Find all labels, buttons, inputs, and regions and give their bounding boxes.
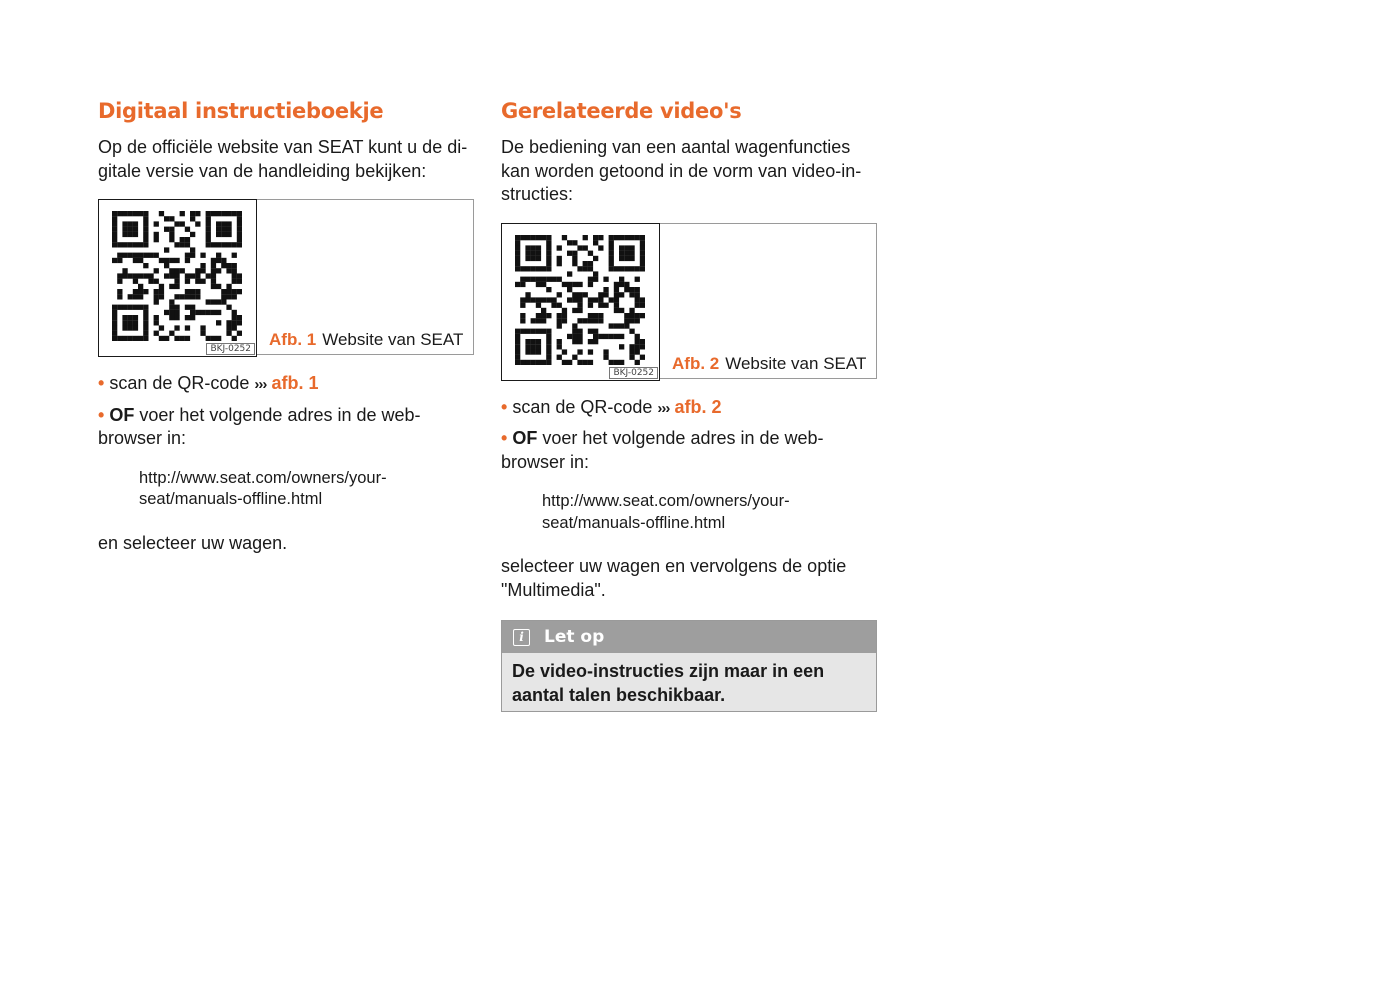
bullet-icon: •: [98, 404, 105, 425]
qr-code[interactable]: [98, 199, 257, 357]
intro-text: Op de officiële website van SEAT kunt u de di-gitale versie van de handleiding bekijken:: [98, 137, 468, 181]
closing-text: selecteer uw wagen en vervolgens de optie "Multimedia".: [501, 556, 847, 600]
bullet-icon: •: [98, 373, 105, 393]
bullet-text: voer het volgende adres in de web-browser in:: [501, 428, 824, 472]
intro-text: De bediening van een aantal wagenfuncties kan worden getoond in de vorm van video-in-structies:: [501, 137, 862, 204]
qr-code-image: [515, 235, 645, 365]
note-box: [501, 620, 877, 712]
chevron-icon: ›››: [254, 376, 267, 393]
figure-2: [501, 223, 877, 379]
bullet-scan: [501, 396, 877, 421]
section-related-videos: [501, 97, 877, 712]
bullet-text: scan de QR-code: [109, 373, 250, 393]
closing-text: en selecteer uw wagen.: [98, 532, 288, 553]
bullet-or: OF: [512, 428, 538, 448]
bullet-address: [98, 404, 474, 451]
bullet-text: voer het volgende adres in de web-browser in:: [98, 404, 421, 448]
note-title: Let op: [544, 627, 605, 647]
figure-code: BKJ-0252: [609, 367, 658, 379]
manual-url[interactable]: http://www.seat.com/owners/your-seat/manuals-offline.html: [542, 492, 790, 532]
bullet-scan: [98, 372, 474, 397]
info-icon: i: [513, 629, 530, 646]
figure-caption-text: Website van SEAT: [725, 353, 867, 373]
figure-caption: [269, 330, 463, 350]
section-digital-manual: [98, 97, 474, 555]
figure-number: Afb. 1: [269, 330, 317, 349]
bullet-icon: •: [501, 428, 508, 448]
note-header: [502, 621, 876, 653]
qr-code[interactable]: [501, 223, 660, 381]
manual-url[interactable]: http://www.seat.com/owners/your-seat/manuals-offline.html: [139, 468, 387, 508]
qr-code-image: [112, 211, 242, 341]
figure-1: [98, 199, 474, 355]
bullet-list: [501, 396, 877, 475]
section-heading: Digitaal instructieboekje: [98, 99, 384, 123]
figure-caption: [672, 354, 866, 374]
figure-link[interactable]: afb. 1: [271, 373, 319, 393]
figure-link[interactable]: afb. 2: [674, 396, 722, 417]
bullet-list: [98, 372, 474, 451]
figure-caption-text: Website van SEAT: [322, 330, 464, 349]
note-body: De video-instructies zijn maar in een aantal talen beschikbaar.: [512, 661, 825, 705]
figure-number: Afb. 2: [672, 353, 720, 373]
bullet-icon: •: [501, 396, 508, 417]
bullet-or: OF: [109, 404, 135, 425]
section-heading: Gerelateerde video's: [501, 99, 742, 123]
chevron-icon: ›››: [657, 399, 670, 417]
bullet-address: [501, 427, 877, 474]
bullet-text: scan de QR-code: [512, 396, 653, 417]
figure-code: BKJ-0252: [206, 343, 255, 355]
